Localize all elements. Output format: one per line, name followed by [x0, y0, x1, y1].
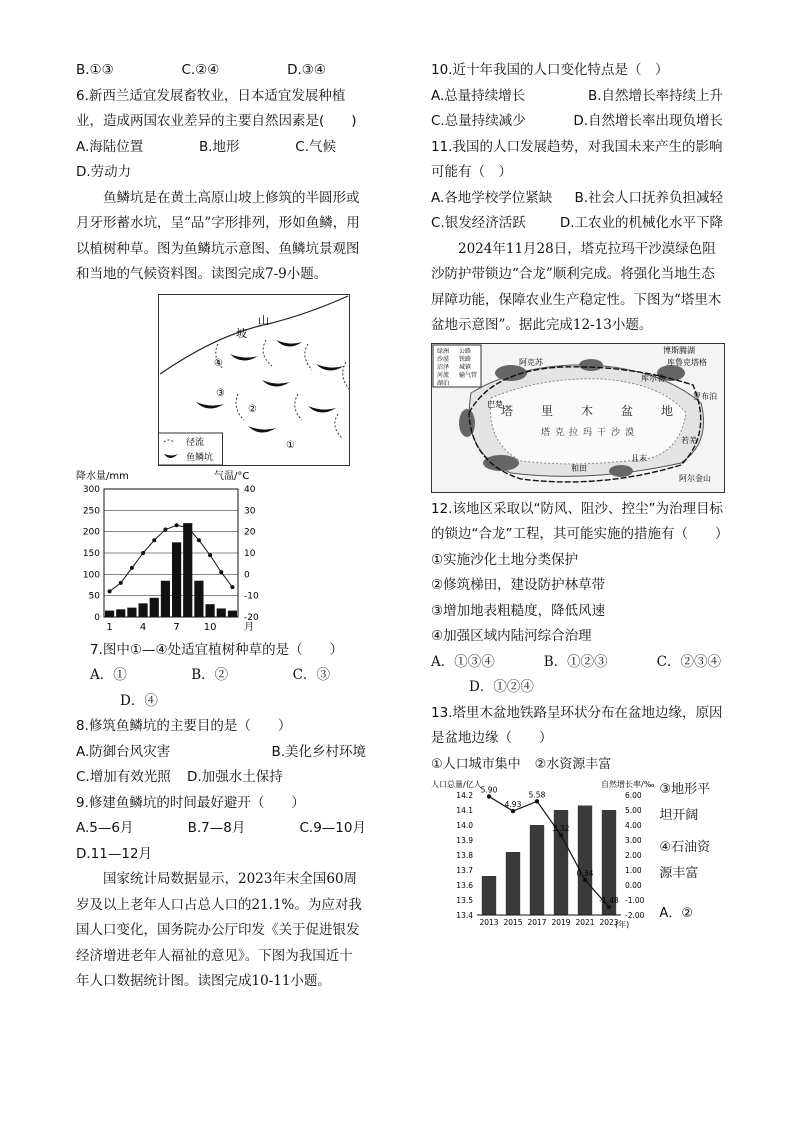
climate-left-tick: 250: [82, 505, 100, 516]
q11-option-c[interactable]: C.银发经济活跃: [431, 215, 526, 231]
climate-left-tick: 150: [82, 548, 100, 559]
pop-x-tick: 2015: [503, 918, 523, 927]
q13-stem: 13.塔里木盆地铁路呈环状分布在盆地边缘，原因是盆地边缘（ ）: [431, 704, 723, 746]
pop-rate-point: [559, 833, 563, 837]
climate-precip-bar: [206, 604, 215, 617]
pop-rate-label: -1.48: [599, 896, 619, 906]
pop-right-tick: 6.00: [625, 791, 642, 800]
passage-population: 国家统计局数据显示，2023年末全国60周岁及以上老年人口占总人口的21.1%。为应对我国人口变化，国务院办公厅印发《关于促进银发经济增进老年人福祉的意见》。下图为我国近十年人口数据统计图。读图完成10-11小题。: [76, 871, 362, 989]
q6-option-c[interactable]: C.气候: [295, 138, 336, 155]
q9-stem: 9.修建鱼鳞坑的时间最好避开（ ）: [76, 794, 305, 811]
q7-option-a[interactable]: A．①: [90, 667, 127, 683]
svg-text:罗布泊: 罗布泊: [693, 391, 717, 401]
climate-right-tick: -10: [244, 591, 259, 602]
climate-temp-axis-label: 气温/°C: [214, 470, 250, 482]
climate-temp-point: [219, 570, 223, 574]
q12-options: [431, 650, 721, 676]
climate-precip-bar: [105, 610, 114, 616]
pop-x-unit: (年): [615, 920, 630, 929]
q13-items-row: [431, 752, 723, 778]
pop-right-tick: -2.00: [625, 911, 645, 920]
q11-options-row1: [431, 186, 723, 212]
q8-option-a[interactable]: A.防御台风灾害: [76, 743, 171, 760]
svg-text:克: 克: [555, 427, 565, 438]
q8-options-row2: [76, 765, 366, 791]
q11-option-b[interactable]: B.社会人口抚养负担减轻: [574, 189, 723, 206]
q9-option-c[interactable]: C.9—10月: [299, 820, 366, 836]
climate-left-tick: 300: [82, 484, 100, 495]
svg-text:漠: 漠: [625, 427, 635, 438]
climate-x-tick: 10: [203, 621, 217, 633]
q13-option-a[interactable]: A．②: [659, 906, 693, 921]
mountain-label: 山: [258, 313, 269, 327]
svg-text:拉: 拉: [569, 427, 579, 438]
q10-options-row2: [431, 109, 723, 135]
q7-option-c[interactable]: C．③: [292, 667, 330, 683]
q10-stem: 10.近十年我国的人口变化特点是（ ）: [431, 62, 669, 78]
legend-pit: 鱼鳞坑: [186, 452, 214, 463]
q8-option-d[interactable]: D.加强水土保持: [187, 769, 283, 785]
pop-right-tick: 4.00: [625, 821, 642, 830]
q6-option-a[interactable]: A.海陆位置: [76, 138, 144, 155]
climate-temp-point: [141, 551, 145, 555]
climate-temp-point: [108, 589, 112, 593]
climate-precip-bar: [194, 580, 203, 616]
climate-left-tick: 100: [82, 569, 100, 580]
q12-item-3: ③增加地表粗糙度，降低风速: [431, 602, 606, 619]
q12-option-d[interactable]: D．①②④: [469, 679, 534, 695]
climate-x-tick: 1: [106, 621, 113, 633]
climate-temp-point: [152, 538, 156, 542]
climate-precip-bar: [127, 607, 136, 616]
climate-temp-point: [175, 523, 179, 527]
svg-text:绿洲: 绿洲: [437, 347, 450, 355]
svg-text:库鲁克塔格: 库鲁克塔格: [667, 357, 707, 367]
q7-option-b[interactable]: B．②: [191, 667, 229, 683]
climate-precip-bar: [172, 542, 181, 617]
climate-temp-point: [163, 527, 167, 531]
q7-option-d[interactable]: D．④: [120, 692, 158, 709]
q12-item-1: ①实施沙化土地分类保护: [431, 551, 579, 568]
climate-right-tick: -20: [244, 612, 259, 623]
q13-chart-row: [431, 777, 723, 929]
q8-option-b[interactable]: B.美化乡村环境: [271, 743, 366, 760]
climate-left-tick: 0: [94, 612, 100, 623]
q12-item-2: ②修筑梯田，建设防护林草带: [431, 577, 606, 593]
population-chart: [431, 777, 663, 929]
svg-text:且末: 且末: [631, 453, 647, 463]
q6-option-d[interactable]: D.劳动力: [76, 164, 132, 180]
q10-option-b[interactable]: B.自然增长率持续上升: [587, 87, 723, 104]
svg-text:干: 干: [597, 427, 607, 438]
slope-label: 坡: [236, 326, 247, 340]
q10-option-d[interactable]: D.自然增长率出现负增长: [573, 113, 723, 129]
pop-right-tick: 1.00: [625, 866, 642, 875]
pop-right-tick: -1.00: [625, 896, 645, 905]
svg-text:博斯腾湖: 博斯腾湖: [663, 345, 695, 355]
pop-left-tick: 13.6: [456, 881, 473, 890]
svg-text:巴楚: 巴楚: [487, 399, 503, 409]
pop-x-tick: 2021: [575, 918, 595, 927]
q9-option-d[interactable]: D.11—12月: [76, 845, 153, 862]
pop-left-axis-label: 人口总量/亿人: [431, 780, 482, 789]
q12-option-c[interactable]: C．②③④: [656, 653, 721, 670]
pop-rate-label: 5.90: [480, 785, 498, 795]
svg-text:地: 地: [661, 403, 674, 418]
climate-precip-bar: [183, 523, 192, 617]
pop-left-tick: 13.8: [456, 851, 473, 860]
pop-x-tick: 2023: [599, 918, 619, 927]
pop-x-tick: 2019: [551, 918, 571, 927]
q12-option-a[interactable]: A．①③④: [431, 653, 495, 670]
q12-option-b[interactable]: B．①②③: [543, 653, 608, 670]
pop-right-tick: 3.00: [625, 836, 642, 845]
climate-right-tick: 30: [244, 505, 256, 516]
svg-text:库尔勒: 库尔勒: [641, 373, 665, 383]
left-column: [76, 58, 366, 995]
climate-temp-point: [186, 525, 190, 529]
pop-x-tick: 2017: [527, 918, 547, 927]
passage-fish-scale-pits: 鱼鳞坑是在黄土高原山坡上修筑的半圆形或月牙形蓄水坑，呈“品”字形排列，形如鱼鳞，用以植树种草。图为鱼鳞坑示意图、鱼鳞坑景观图和当地的气候资料图。读图完成7-9小题。: [76, 189, 360, 282]
q9-option-b[interactable]: B.7—8月: [187, 820, 246, 836]
pop-bar: [530, 825, 544, 915]
pop-rate-point: [487, 794, 491, 798]
climate-right-tick: 0: [244, 569, 250, 580]
pop-bar: [578, 806, 592, 916]
pop-right-tick: 0.00: [625, 881, 642, 890]
q13-item-4: ④石油资源丰富: [659, 840, 711, 881]
q13-item-2: ②水资源丰富: [534, 756, 612, 772]
climate-temp-point: [208, 553, 212, 557]
svg-text:塔: 塔: [541, 427, 551, 438]
climate-precip-axis-label: 降水量/mm: [76, 470, 129, 482]
svg-text:输气管: 输气管: [459, 371, 478, 379]
pit-label-2: ②: [248, 403, 257, 415]
q9-option-a[interactable]: A.5—6月: [76, 820, 134, 836]
svg-text:若羌: 若羌: [681, 435, 697, 445]
q5-options: [76, 58, 326, 84]
pop-rate-point: [607, 905, 611, 909]
svg-text:盆: 盆: [621, 403, 634, 418]
svg-text:塔: 塔: [501, 403, 514, 418]
pop-left-tick: 14.0: [456, 821, 473, 830]
climate-x-tick: 7: [173, 621, 180, 633]
q11-option-a[interactable]: A.各地学校学位紧缺: [431, 189, 553, 206]
q5-option-c[interactable]: C.②④: [181, 62, 220, 78]
climate-precip-bar: [217, 608, 226, 617]
pop-left-tick: 13.4: [456, 911, 473, 920]
climate-precip-bar: [228, 610, 237, 616]
climate-right-tick: 10: [244, 548, 256, 559]
q6-option-b[interactable]: B.地形: [199, 138, 240, 155]
q7-stem: 7.图中①—④处适宜植树种草的是（ ）: [90, 641, 344, 658]
pop-left-tick: 13.5: [456, 896, 473, 905]
tarim-basin-map: [431, 343, 725, 493]
svg-text:公路: 公路: [459, 347, 472, 355]
pop-right-tick: 5.00: [625, 806, 642, 815]
svg-text:沼泽: 沼泽: [437, 363, 450, 371]
pop-rate-label: 5.58: [528, 790, 546, 800]
q13-side-options: [659, 777, 723, 927]
svg-text:阿尔金山: 阿尔金山: [679, 473, 711, 483]
pit-label-3: ③: [216, 387, 225, 399]
pop-x-tick: 2013: [479, 918, 499, 927]
svg-text:和田: 和田: [571, 463, 587, 473]
pop-left-tick: 14.1: [456, 806, 473, 815]
q13-item-3: ③地形平坦开阔: [659, 782, 711, 823]
pop-right-tick: 2.00: [625, 851, 642, 860]
q6-options: [76, 135, 336, 161]
pop-left-tick: 14.2: [456, 791, 473, 800]
pop-rate-point: [583, 878, 587, 882]
q8-options-row1: [76, 740, 366, 766]
q10-option-a[interactable]: A.总量持续增长: [431, 87, 526, 104]
climate-precip-bar: [116, 609, 125, 617]
legend-runoff: 径流: [186, 437, 205, 448]
pop-rate-label: 0.34: [576, 868, 594, 878]
climate-chart: [76, 468, 276, 638]
pop-left-tick: 13.9: [456, 836, 473, 845]
pop-rate-label: 3.32: [552, 824, 570, 834]
q8-option-c[interactable]: C.增加有效光照: [76, 769, 171, 785]
climate-precip-bar: [150, 597, 159, 616]
climate-left-tick: 200: [82, 527, 100, 538]
svg-text:里: 里: [541, 403, 554, 418]
climate-temp-point: [130, 565, 134, 569]
pit-label-4: ④: [214, 357, 223, 369]
q12-stem: 12.该地区采取以“防风、阻沙、控尘”为治理目标的锁边“合龙”工程，其可能实施的措施有（ ）: [431, 500, 729, 542]
svg-text:沙: 沙: [611, 427, 621, 438]
pop-bar: [506, 852, 520, 915]
climate-left-tick: 50: [88, 591, 100, 602]
climate-precip-bar: [139, 603, 148, 617]
climate-right-tick: 40: [244, 484, 256, 495]
pop-rate-label: 4.93: [504, 800, 522, 810]
svg-text:湖泊: 湖泊: [437, 379, 450, 387]
q5-option-d[interactable]: D.③④: [287, 62, 326, 78]
climate-precip-bar: [161, 580, 170, 616]
q10-option-c[interactable]: C.总量持续减少: [431, 113, 526, 129]
pop-bar: [482, 876, 496, 915]
svg-text:沙漠: 沙漠: [437, 355, 450, 363]
pop-left-tick: 13.7: [456, 866, 473, 875]
q11-stem: 11.我国的人口发展趋势，对我国未来产生的影响可能有（ ）: [431, 138, 723, 180]
climate-temp-point: [197, 538, 201, 542]
q10-options-row1: [431, 84, 723, 110]
q6-stem: 6.新西兰适宜发展畜牧业，日本适宜发展种植业，造成两国农业差异的主要自然因素是( ): [76, 87, 357, 129]
svg-text:木: 木: [581, 403, 594, 418]
climate-temp-point: [230, 585, 234, 589]
q5-option-b[interactable]: B.①③: [76, 62, 114, 78]
q11-options-row2: [431, 211, 723, 237]
climate-right-tick: 20: [244, 527, 256, 538]
q13-item-1: ①人口城市集中: [431, 756, 521, 772]
q9-options-row1: [76, 816, 366, 842]
svg-text:玛: 玛: [583, 427, 593, 438]
q12-item-4: ④加强区域内陆河综合治理: [431, 628, 592, 644]
svg-text:阿克苏: 阿克苏: [519, 357, 543, 367]
svg-text:城镇: 城镇: [459, 363, 472, 371]
q11-option-d[interactable]: D.工农业的机械化水平下降: [559, 215, 723, 231]
right-column: [431, 58, 729, 929]
passage-taklimakan: 2024年11月28日，塔克拉玛干沙漠绿色阻沙防护带锁边“合龙”顺利完成。将强化当地生态屏障功能，保障农业生产稳定性。下图为“塔里木盆地示意图”。据此完成12-13小题。: [431, 240, 722, 333]
climate-x-tick: 4: [139, 621, 147, 633]
fish-scale-pit-diagram: [158, 294, 350, 466]
pop-right-axis-label: 自然增长率/‰: [601, 780, 655, 789]
pit-label-1: ①: [286, 439, 295, 451]
climate-temp-point: [119, 580, 123, 584]
svg-text:河流: 河流: [437, 371, 450, 379]
svg-text:铁路: 铁路: [459, 355, 472, 363]
pop-rate-point: [535, 799, 539, 803]
q7-options: [90, 663, 330, 689]
climate-month-unit: 月: [244, 621, 254, 633]
q8-stem: 8.修筑鱼鳞坑的主要目的是（ ）: [76, 718, 292, 734]
pop-rate-point: [511, 809, 515, 813]
